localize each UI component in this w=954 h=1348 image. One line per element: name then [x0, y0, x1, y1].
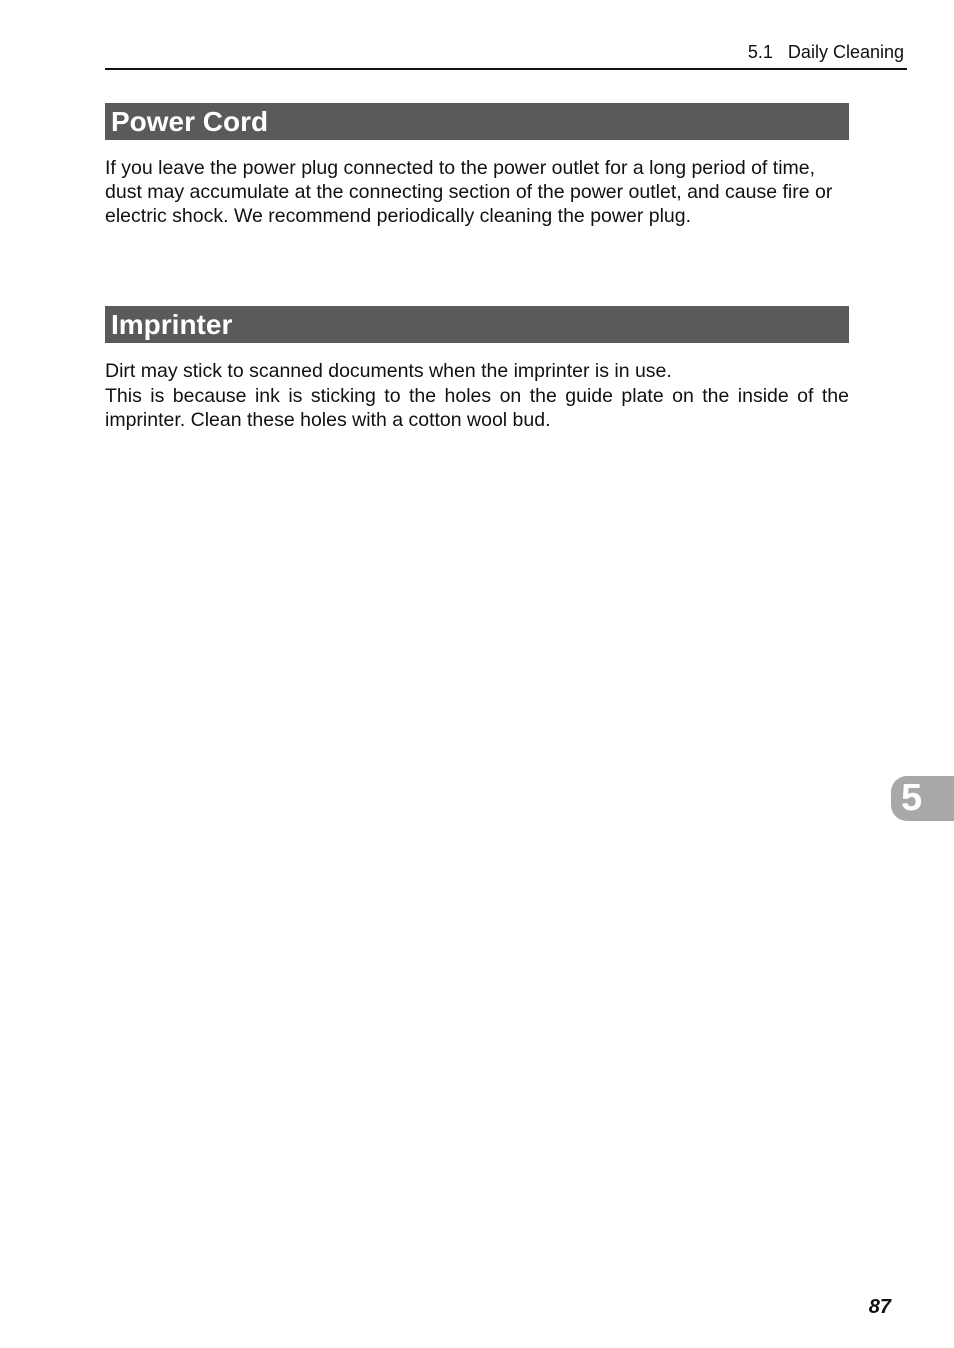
page-number: 87	[868, 1296, 891, 1318]
imprinter-paragraph-1: Dirt may stick to scanned documents when the imprinter is in use.	[105, 360, 672, 382]
running-header	[105, 38, 907, 70]
heading-power-cord: Power Cord	[105, 103, 849, 140]
chapter-tab: 5	[891, 776, 954, 821]
imprinter-paragraph-2: This is because ink is sticking to the holes on the guide plate on the inside of the imprinter. Clean these holes with a cotton wool bud.	[105, 385, 849, 431]
heading-imprinter: Imprinter	[105, 306, 849, 343]
power-cord-paragraph: If you leave the power plug connected to the power outlet for a long period of time, dust may accumulate at the connecting section of the power outlet, and cause fire or electric shock. We recommend periodically cleaning the power plug.	[105, 157, 833, 227]
section-reference: 5.1 Daily Cleaning	[747, 42, 904, 62]
